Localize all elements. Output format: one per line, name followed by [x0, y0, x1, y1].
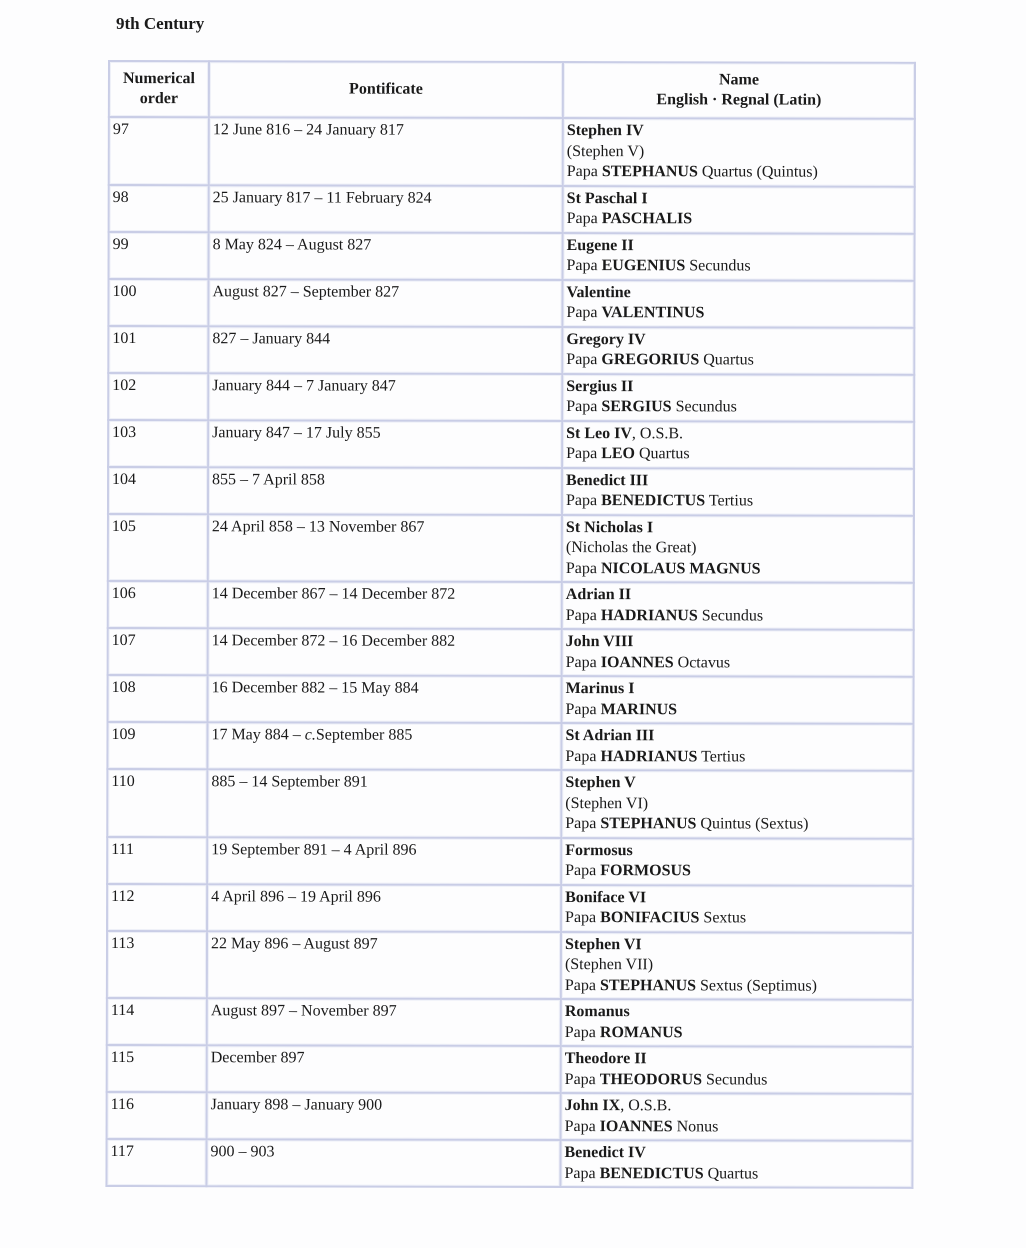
- header-name: [563, 62, 915, 119]
- latin-name: GREGORIUS: [601, 351, 700, 369]
- latin-name-line: [566, 491, 910, 512]
- english-name-line: [567, 189, 911, 210]
- latin-name: IOANNES: [599, 1117, 673, 1135]
- english-name-line: [566, 585, 910, 606]
- pope-name-cell: [561, 885, 913, 933]
- english-name-line: [565, 1096, 909, 1117]
- english-name: Stephen V: [565, 774, 636, 792]
- papa-prefix: Papa: [565, 862, 601, 880]
- table-row: [109, 232, 915, 281]
- pontificate-dates: 16 December 882 – 15 May 884: [207, 675, 561, 723]
- papa-prefix: Papa: [565, 700, 601, 718]
- latin-name: HADRIANUS: [600, 606, 698, 624]
- latin-ordinal: Secundus: [685, 257, 751, 275]
- latin-name-line: [567, 209, 911, 230]
- latin-name-line: [566, 350, 910, 371]
- latin-name: THEODORUS: [599, 1070, 703, 1088]
- alternate-numbering: (Stephen VI): [565, 794, 649, 812]
- papa-prefix: Papa: [565, 492, 602, 510]
- pope-number: 107: [108, 628, 208, 675]
- latin-name-line: [567, 256, 911, 277]
- papa-prefix: Papa: [566, 304, 602, 322]
- latin-name-line: [565, 908, 909, 929]
- pope-number: 111: [107, 837, 207, 884]
- latin-name: SERGIUS: [601, 398, 672, 416]
- latin-ordinal: Tertius: [697, 747, 746, 765]
- english-name-line: [565, 935, 909, 956]
- pontificate-dates: 900 – 903: [206, 1139, 560, 1187]
- order-suffix: , O.S.B.: [631, 424, 684, 442]
- pontificate-dates: [207, 722, 561, 770]
- pope-name-cell: [563, 186, 915, 234]
- papa-prefix: Papa: [564, 1117, 600, 1135]
- latin-name-line: [565, 1023, 909, 1044]
- pontificate-dates: December 897: [207, 1045, 561, 1093]
- papa-prefix: Papa: [566, 398, 602, 416]
- latin-ordinal: Quintus (Sextus): [696, 815, 809, 833]
- pontificate-dates: January 898 – January 900: [207, 1092, 561, 1140]
- latin-name-line: [565, 1070, 909, 1091]
- table-header-row: [109, 61, 915, 119]
- latin-name: STEPHANUS: [600, 815, 697, 833]
- table-row: [107, 1092, 913, 1141]
- english-name-line: [565, 841, 909, 862]
- latin-name: NICOLAUS MAGNUS: [600, 559, 761, 577]
- latin-name: HADRIANUS: [600, 747, 698, 765]
- header-numerical-order: [109, 61, 209, 117]
- latin-name-line: [566, 559, 910, 580]
- english-name: Formosus: [565, 841, 633, 859]
- pontificate-dates: August 827 – September 827: [208, 279, 562, 327]
- papa-prefix: Papa: [566, 210, 602, 228]
- pontificate-dates: January 844 – 7 January 847: [208, 373, 562, 421]
- pope-number: 99: [109, 232, 209, 279]
- latin-ordinal: Nonus: [672, 1117, 719, 1135]
- english-name: Eugene II: [566, 236, 634, 254]
- english-name-line: [565, 1049, 909, 1070]
- latin-name-line: [566, 444, 910, 465]
- pope-name-cell: [562, 280, 914, 328]
- papa-prefix: Papa: [565, 909, 601, 927]
- pontificate-dates: 885 – 14 September 891: [207, 769, 561, 837]
- papa-prefix: Papa: [565, 747, 601, 765]
- pope-name-cell: [562, 374, 914, 422]
- latin-ordinal: Secundus: [697, 606, 764, 624]
- circa-abbrev: c.: [304, 726, 316, 744]
- papa-prefix: Papa: [564, 1023, 600, 1041]
- english-name-line: [566, 377, 910, 398]
- latin-name-line: [565, 1117, 909, 1138]
- english-name: John VIII: [565, 633, 634, 651]
- latin-ordinal: Quartus (Quintus): [697, 163, 818, 181]
- table-row: [108, 279, 914, 328]
- latin-ordinal: Quartus: [699, 351, 754, 369]
- pope-number: 108: [107, 675, 207, 722]
- pontificate-dates: 827 – January 844: [208, 326, 562, 374]
- papa-prefix: Papa: [564, 1164, 600, 1182]
- latin-ordinal: Quartus: [703, 1164, 759, 1182]
- latin-name-line: [566, 397, 910, 418]
- table-row: [106, 1139, 912, 1188]
- latin-name-line: [566, 700, 910, 721]
- latin-name: ROMANUS: [599, 1023, 683, 1041]
- table-row: [107, 675, 913, 724]
- pope-name-cell: [562, 421, 914, 469]
- latin-ordinal: Secundus: [671, 398, 737, 416]
- pope-number: 98: [109, 185, 209, 232]
- pope-number: 114: [107, 998, 207, 1045]
- latin-ordinal: Tertius: [705, 492, 754, 510]
- latin-name: BENEDICTUS: [601, 492, 706, 510]
- pope-name-cell: [561, 999, 913, 1047]
- latin-name-line: [565, 747, 909, 768]
- table-row: [107, 931, 913, 1000]
- latin-name: STEPHANUS: [601, 163, 698, 181]
- pontificate-dates: 14 December 872 – 16 December 882: [208, 628, 562, 676]
- english-name-line: [565, 1002, 909, 1023]
- alternate-numbering: (Nicholas the Great): [565, 539, 697, 557]
- latin-ordinal: Secundus: [702, 1070, 768, 1088]
- order-suffix: , O.S.B.: [620, 1097, 672, 1115]
- pontificate-dates: 24 April 858 – 13 November 867: [208, 514, 562, 582]
- header-order-line1: Numerical: [122, 69, 195, 87]
- pope-name-cell: [562, 327, 914, 375]
- pope-number: 101: [108, 326, 208, 373]
- latin-name-line: [566, 653, 910, 674]
- latin-name: BONIFACIUS: [600, 909, 700, 927]
- pope-number: 115: [107, 1045, 207, 1092]
- papa-prefix: Papa: [564, 1070, 600, 1088]
- pope-name-cell: [563, 233, 915, 281]
- table-row: [109, 185, 915, 234]
- pontificate-dates: 14 December 867 – 14 December 872: [208, 581, 562, 629]
- latin-name: STEPHANUS: [599, 976, 697, 994]
- papa-prefix: Papa: [566, 163, 602, 181]
- papa-prefix: Papa: [566, 257, 602, 275]
- english-name: St Leo IV: [566, 424, 632, 442]
- table-row: [108, 373, 914, 422]
- dates-end: September 885: [315, 726, 413, 744]
- pontificate-dates: 19 September 891 – 4 April 896: [207, 837, 561, 885]
- pope-number: 113: [107, 931, 207, 999]
- pope-number: 103: [108, 420, 208, 467]
- pope-name-cell: [561, 723, 913, 771]
- pontificate-dates: 855 – 7 April 858: [208, 467, 562, 515]
- header-pontificate: Pontificate: [209, 61, 563, 118]
- english-name-line: [567, 236, 911, 257]
- english-name-line: [566, 632, 910, 653]
- table-row: [108, 514, 914, 583]
- pope-number: 116: [107, 1092, 207, 1139]
- table-row: [108, 420, 914, 469]
- latin-name: BENEDICTUS: [599, 1164, 704, 1182]
- table-row: [107, 998, 913, 1047]
- alternate-numbering: (Stephen VII): [564, 956, 654, 974]
- alternate-numbering: (Stephen V): [566, 142, 645, 160]
- pontificate-dates: 8 May 824 – August 827: [209, 232, 563, 280]
- pope-number: 105: [108, 514, 208, 582]
- pontificate-dates: January 847 – 17 July 855: [208, 420, 562, 468]
- latin-name-line: [566, 303, 910, 324]
- pope-number: 102: [108, 373, 208, 420]
- table-row: [108, 326, 914, 375]
- popes-table: [105, 60, 916, 1189]
- english-name-line: [566, 330, 910, 351]
- pope-name-cell: [561, 1046, 913, 1094]
- pope-name-cell: [561, 770, 913, 838]
- latin-name-line: [566, 606, 910, 627]
- pope-name-cell: [563, 118, 915, 186]
- pope-number: 110: [107, 769, 207, 837]
- pope-name-cell: [560, 1140, 912, 1188]
- english-name: St Nicholas I: [565, 518, 654, 536]
- english-name: Theodore II: [564, 1050, 647, 1068]
- english-name: Benedict IV: [564, 1144, 646, 1162]
- pope-number: 97: [109, 117, 209, 185]
- english-name-line: [564, 1143, 908, 1164]
- english-name: Stephen IV: [566, 122, 644, 140]
- latin-name-line: [567, 162, 911, 183]
- english-name-line: [566, 471, 910, 492]
- papa-prefix: Papa: [565, 606, 601, 624]
- english-name-line: [565, 773, 909, 794]
- english-name-line: [566, 679, 910, 700]
- latin-name: EUGENIUS: [601, 257, 686, 275]
- pontificate-dates: 25 January 817 – 11 February 824: [209, 185, 563, 233]
- table-row: [107, 722, 913, 771]
- english-name: Gregory IV: [566, 330, 646, 348]
- table-row: [108, 467, 914, 516]
- pope-number: 100: [108, 279, 208, 326]
- latin-ordinal: Octavus: [673, 653, 731, 671]
- english-name: John IX: [564, 1097, 621, 1115]
- latin-name-line: [564, 1164, 908, 1185]
- latin-name: MARINUS: [600, 700, 678, 718]
- table-row: [107, 884, 913, 933]
- english-name-line: [566, 424, 910, 445]
- english-name: Sergius II: [566, 377, 634, 395]
- english-name: Stephen VI: [564, 935, 642, 953]
- english-name: St Adrian III: [565, 727, 655, 745]
- english-name: Marinus I: [565, 680, 635, 698]
- table-row: [108, 628, 914, 677]
- english-name: Adrian II: [565, 586, 632, 604]
- english-name-line: [567, 121, 911, 142]
- papa-prefix: Papa: [566, 445, 602, 463]
- pope-name-cell: [562, 582, 914, 630]
- latin-name-line: [565, 976, 909, 997]
- english-name-line: [565, 726, 909, 747]
- table-row: [108, 581, 914, 630]
- latin-name: IOANNES: [600, 653, 674, 671]
- english-name: St Paschal I: [566, 189, 648, 207]
- page-title: 9th Century: [116, 14, 205, 33]
- header-name-line1: Name: [718, 70, 759, 88]
- pope-name-cell: [561, 676, 913, 724]
- papa-prefix: Papa: [566, 351, 602, 369]
- papa-prefix: Papa: [565, 815, 601, 833]
- pope-number: 106: [108, 581, 208, 628]
- pontificate-dates: 22 May 896 – August 897: [207, 931, 561, 999]
- table-row: [107, 1045, 913, 1094]
- english-name: Benedict III: [566, 471, 649, 489]
- papa-prefix: Papa: [564, 976, 601, 994]
- english-name-line: [565, 888, 909, 909]
- pope-name-cell: [561, 838, 913, 886]
- english-name: Romanus: [564, 1003, 630, 1021]
- header-order-line2: order: [139, 90, 179, 108]
- pope-name-cell: [561, 932, 913, 1000]
- latin-name-line: [565, 861, 909, 882]
- english-name: Boniface VI: [565, 888, 647, 906]
- latin-ordinal: Sextus: [699, 909, 747, 927]
- english-name-line: [566, 283, 910, 304]
- english-name-line: [566, 518, 910, 539]
- latin-name: VALENTINUS: [601, 304, 705, 322]
- table-row: [109, 117, 915, 186]
- pope-name-cell: [562, 515, 914, 583]
- latin-ordinal: Sextus (Septimus): [696, 976, 817, 995]
- table-row: [107, 837, 913, 886]
- pontificate-dates: August 897 – November 897: [207, 998, 561, 1046]
- pope-name-cell: [562, 468, 914, 516]
- latin-name: LEO: [601, 445, 636, 463]
- latin-name-line: [565, 814, 909, 835]
- dates-start: 17 May 884 –: [211, 726, 305, 744]
- pope-number: 117: [106, 1139, 206, 1186]
- pope-name-cell: [561, 1093, 913, 1141]
- latin-name: FORMOSUS: [600, 862, 691, 880]
- pope-number: 109: [107, 722, 207, 769]
- latin-name: PASCHALIS: [601, 210, 693, 228]
- papa-prefix: Papa: [565, 653, 601, 671]
- pope-name-cell: [562, 629, 914, 677]
- header-name-line2: English · Regnal (Latin): [656, 91, 822, 109]
- table-row: [107, 769, 913, 838]
- latin-ordinal: Quartus: [634, 445, 690, 463]
- english-name: Valentine: [566, 283, 631, 301]
- pontificate-dates: 4 April 896 – 19 April 896: [207, 884, 561, 932]
- pontificate-dates: 12 June 816 – 24 January 817: [209, 117, 563, 185]
- papa-prefix: Papa: [565, 559, 601, 577]
- pope-number: 112: [107, 884, 207, 931]
- pope-number: 104: [108, 467, 208, 514]
